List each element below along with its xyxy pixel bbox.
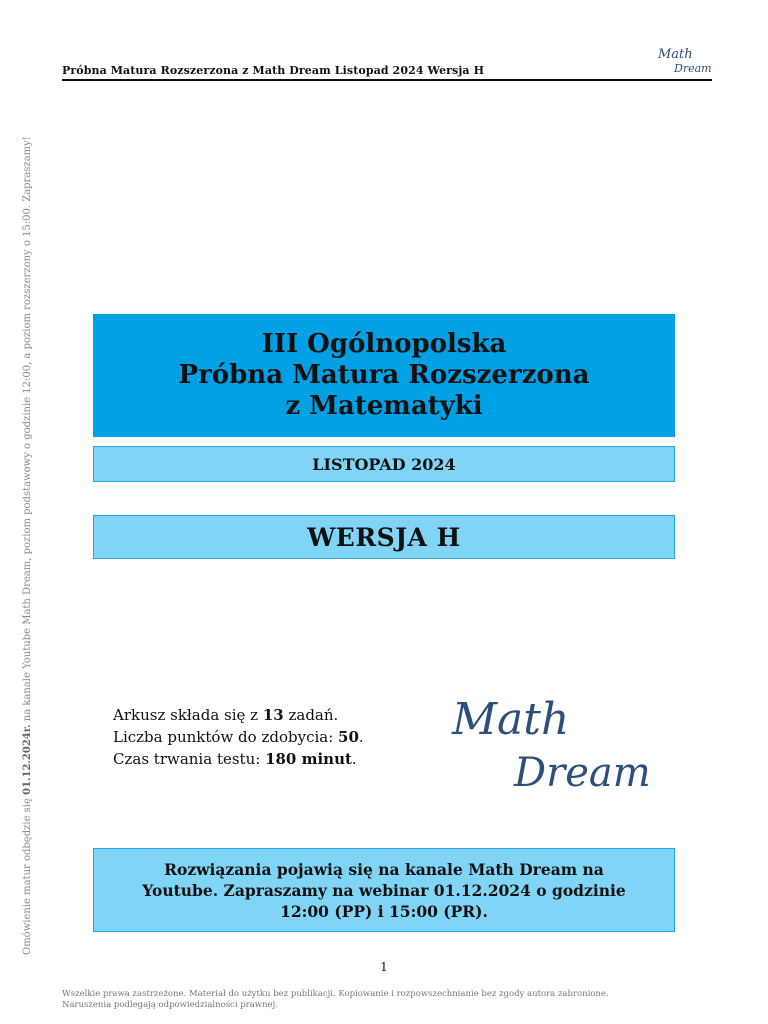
title-line-3: z Matematyki (285, 391, 483, 421)
info-points-count: 50 (338, 728, 359, 746)
side-note (22, 95, 33, 955)
side-note-prefix: Omówienie matur odbędzie się (22, 794, 33, 955)
footer (62, 989, 687, 1011)
page-number: 1 (380, 960, 388, 974)
date-label: LISTOPAD 2024 (312, 454, 456, 474)
notice-line-2: Youtube. Zapraszamy na webinar 01.12.2024 o godzinie (142, 880, 626, 900)
header-math-dream-logo (652, 44, 712, 76)
version-box (93, 515, 675, 559)
title-box (93, 314, 675, 437)
logo-line1: Math (452, 694, 570, 745)
date-box (93, 446, 675, 482)
footer-line-1: Wszelkie prawa zastrzeżone. Materiał do użytku bez publikacji. Kopiowanie i rozpowszechnianie bez zgody autora zabronione. (62, 989, 609, 999)
notice-line-1: Rozwiązania pojawią się na kanale Math Dream na (164, 859, 604, 879)
math-dream-logo (446, 690, 656, 800)
footer-line-2: Naruszenia podlegają odpowiedzialności prawnej. (62, 1000, 278, 1010)
info-tasks-count: 13 (262, 706, 284, 724)
info-time-value: 180 minut (265, 750, 352, 768)
side-note-suffix: na kanale Youtube Math Dream, poziom podstawowy o godzinie 12:00, a poziom rozszerzony o 15:00. Zapraszamy! (22, 136, 33, 725)
header-logo-line2: Dream (674, 62, 712, 75)
header-title: Próbna Matura Rozszerzona z Math Dream Listopad 2024 Wersja H (62, 64, 485, 77)
logo-line2: Dream (514, 750, 651, 796)
version-label: WERSJA H (307, 522, 461, 552)
exam-info (113, 704, 364, 770)
info-points: Liczba punktów do zdobycia: 50. (113, 728, 364, 746)
notice-box (93, 848, 675, 932)
header-logo-line1: Math (658, 47, 693, 62)
title-line-2: Próbna Matura Rozszerzona (178, 360, 590, 390)
info-tasks: Arkusz składa się z 13 zadań. (113, 706, 339, 724)
title-line-1: III Ogólnopolska (261, 329, 507, 359)
side-note-date: 01.12.2024r. (22, 724, 33, 795)
notice-line-3: 12:00 (PP) i 15:00 (PR). (280, 901, 488, 921)
info-time: Czas trwania testu: 180 minut. (113, 750, 357, 768)
header-rule (62, 79, 712, 81)
